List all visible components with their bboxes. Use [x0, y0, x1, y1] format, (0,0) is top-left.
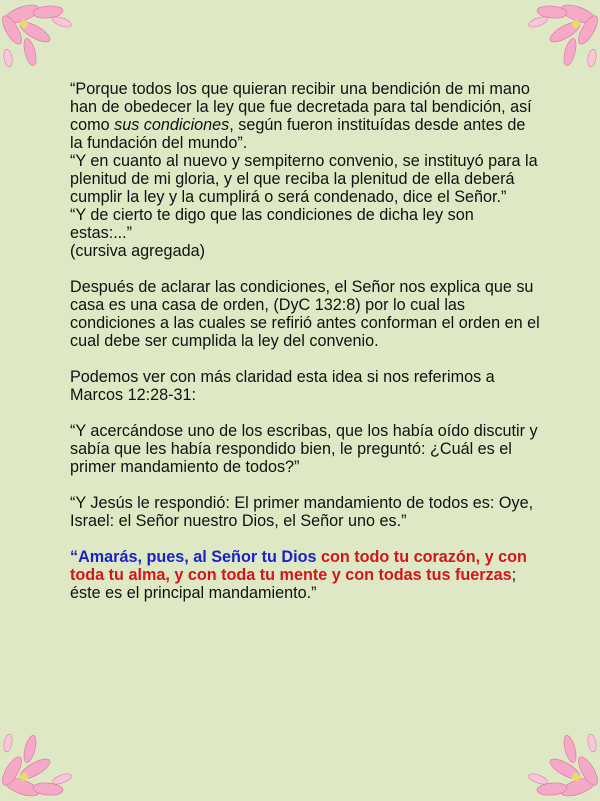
body-paragraph: Podemos ver con más claridad esta idea si nos referimos a Marcos 12:28-31:: [70, 368, 495, 404]
quote-text: , según fueron instituídas desde antes de la fundación del mundo”.: [70, 116, 526, 152]
flower-corner-icon: [510, 0, 600, 90]
quote-paragraph: “Y en cuanto al nuevo y sempiterno convenio, se instituyó para la plenitud de mi gloria, y el que reciba la plenitud de ella deberá cumplir la ley y la cumplirá o será condenado, dice el Señor.”: [70, 152, 538, 206]
quote-paragraph: [70, 80, 540, 152]
closing-text: ; éste es el principal mandamiento.”: [70, 566, 517, 602]
highlight-red-text: con todo tu corazón, y con toda tu alma, y con toda tu mente y con todas tus fuerzas: [70, 548, 527, 584]
flower-corner-icon: [0, 711, 90, 801]
highlight-blue-text: Amarás, pues, al Señor tu Dios: [78, 548, 317, 566]
quote-paragraph: “Y de cierto te digo que las condiciones de dicha ley son estas:...”: [70, 206, 474, 242]
note-text: (cursiva agregada): [70, 242, 205, 260]
quote-paragraph: “Y Jesús le respondió: El primer mandamiento de todos es: Oye, Israel: el Señor nuestro Dios, el Señor uno es.”: [70, 494, 534, 530]
open-quote: “: [70, 548, 79, 566]
flower-corner-icon: [0, 0, 90, 90]
document-body: [70, 80, 540, 602]
flower-corner-icon: [510, 711, 600, 801]
quote-paragraph: “Y acercándose uno de los escribas, que los había oído discutir y sabía que les había respondido bien, le preguntó: ¿Cuál es el primer mandamiento de todos?”: [70, 422, 538, 476]
quote-text: “Porque todos los que quieran recibir una bendición de mi mano han de obedecer la ley que fue decretada para tal bendición, así como: [70, 80, 532, 134]
highlight-paragraph: [70, 548, 540, 602]
body-paragraph: Después de aclarar las condiciones, el Señor nos explica que su casa es una casa de orden, (DyC 132:8) por lo cual las condiciones a las cuales se refirió antes conforman el orden en el cual debe ser cumplida la ley del convenio.: [70, 278, 540, 350]
italic-emphasis: sus condiciones: [114, 116, 230, 134]
